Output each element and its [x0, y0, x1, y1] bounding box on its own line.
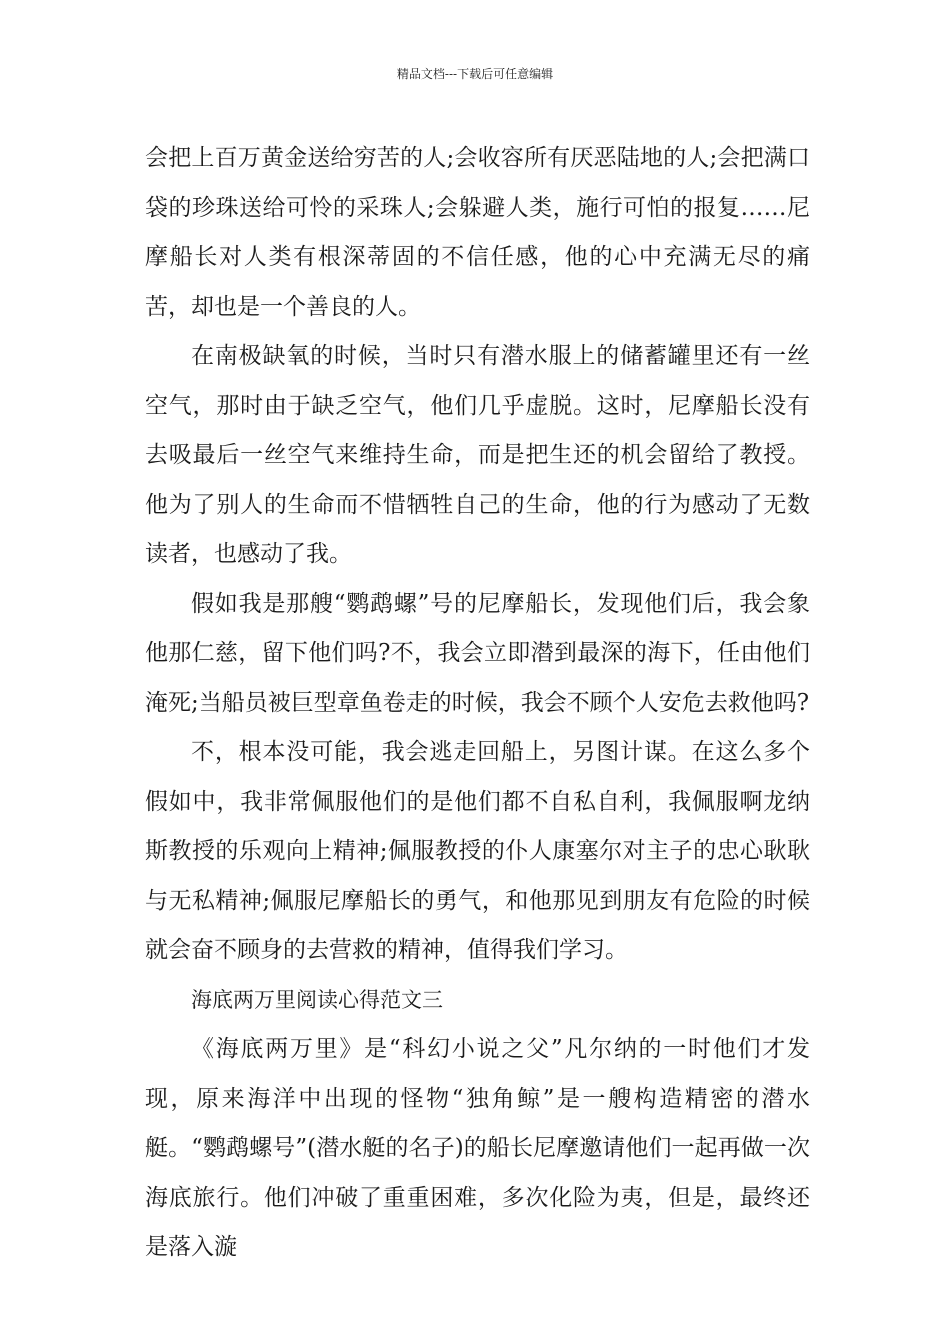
document-body: [145, 134, 810, 1273]
paragraph-essay-three: 《海底两万里》是“科幻小说之父”凡尔纳的一时他们才发现，原来海洋中出现的怪物“独角鲸”是一艘构造精密的潜水艇。“鹦鹉螺号”(潜水艇的名子)的船长尼摩邀请他们一起再做一次海底旅行。他们冲破了重重困难，多次化险为夷，但是，最终还是落入漩: [145, 1036, 810, 1260]
page-header: 精品文档---下载后可任意编辑: [396, 67, 554, 81]
paragraph-antarctic: 在南极缺氧的时候，当时只有潜水服上的储蓄罐里还有一丝空气，那时由于缺乏空气，他们几乎虚脱。这时，尼摩船长没有去吸最后一丝空气来维持生命，而是把生还的机会留给了教授。他为了别人的生命而不惜牺牲自己的生命，他的行为感动了无数读者，也感动了我。: [145, 343, 810, 567]
paragraph-admiration: 不，根本没可能，我会逃走回船上，另图计谋。在这么多个假如中，我非常佩服他们的是他们都不自私自利，我佩服啊龙纳斯教授的乐观向上精神;佩服教授的仆人康塞尔对主子的忠心耿耿与无私精神;佩服尼摩船长的勇气，和他那见到朋友有危险的时候就会奋不顾身的去营救的精神，值得我们学习。: [145, 739, 810, 963]
paragraph-continuation: 会把上百万黄金送给穷苦的人;会收容所有厌恶陆地的人;会把满口袋的珍珠送给可怜的采珠人;会躲避人类，施行可怕的报复……尼摩船长对人类有根深蒂固的不信任感，他的心中充满无尽的痛苦，却也是一个善良的人。: [145, 145, 810, 320]
section-title: 海底两万里阅读心得范文三: [191, 987, 443, 1012]
paragraph-if-i-were-captain: 假如我是那艘“鹦鹉螺”号的尼摩船长，发现他们后，我会象他那仁慈，留下他们吗?不，我会立即潜到最深的海下，任由他们淹死;当船员被巨型章鱼卷走的时候，我会不顾个人安危去救他吗?: [145, 590, 810, 716]
